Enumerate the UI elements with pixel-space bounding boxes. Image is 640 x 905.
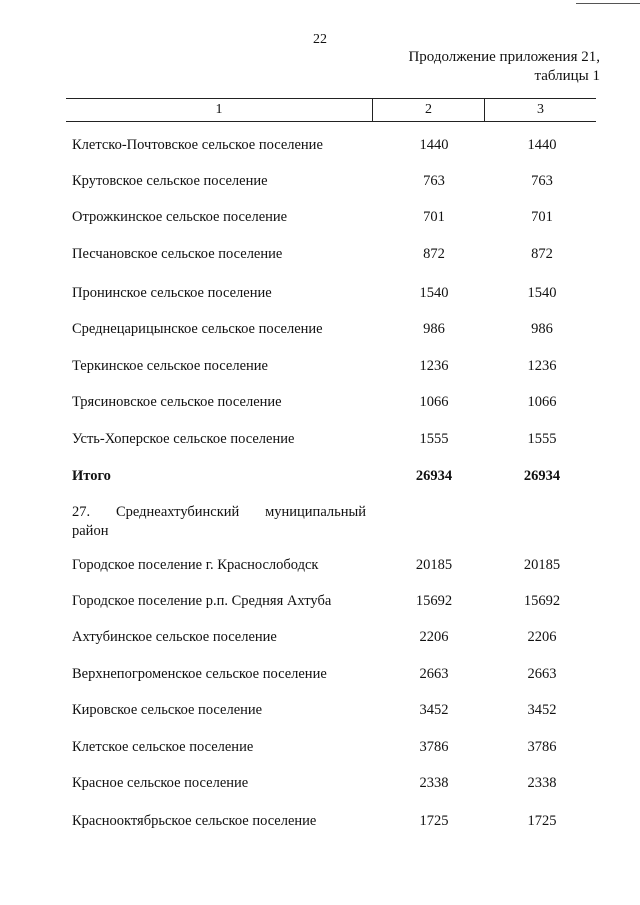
settlement-name: Ахтубинское сельское поселение — [72, 629, 277, 645]
value-col-2: 20185 — [415, 557, 453, 573]
corner-line — [576, 3, 640, 4]
value-col-3: 20185 — [523, 557, 561, 573]
settlement-name: Отрожкинское сельское поселение — [72, 209, 288, 225]
value-col-3: 872 — [531, 246, 553, 262]
value-col-2: 1555 — [419, 431, 449, 447]
settlement-name: Усть-Хоперское сельское поселение — [72, 431, 295, 447]
settlement-name: Песчановское сельское поселение — [72, 246, 283, 262]
settlement-name: Красное сельское поселение — [72, 775, 249, 791]
value-col-2: 986 — [423, 321, 445, 337]
value-col-2: 1725 — [419, 813, 449, 829]
value-col-3: 2206 — [527, 629, 557, 645]
value-col-3: 701 — [531, 209, 553, 225]
settlement-name: Верхнепогроменское сельское поселение — [72, 666, 327, 682]
value-col-3: 1440 — [527, 137, 557, 153]
header-col-2: 2 — [373, 99, 485, 121]
value-col-3: 763 — [531, 173, 553, 189]
section-heading: 27. Среднеахтубинский муниципальный — [72, 504, 366, 520]
page-number: 22 — [313, 32, 327, 47]
settlement-name: Среднецарицынское сельское поселение — [72, 321, 323, 337]
value-col-3: 2338 — [527, 775, 557, 791]
value-col-3: 15692 — [523, 593, 561, 609]
settlement-name: Городское поселение р.п. Средняя Ахтуба — [72, 593, 332, 609]
value-col-3: 1555 — [527, 431, 557, 447]
value-col-3: 3452 — [527, 702, 557, 718]
section-heading-continued: район — [72, 523, 109, 539]
header-col-1: 1 — [66, 99, 373, 121]
value-col-3: 1066 — [527, 394, 557, 410]
value-col-2: 1440 — [419, 137, 449, 153]
value-col-3: 986 — [531, 321, 553, 337]
value-col-3: 1725 — [527, 813, 557, 829]
value-col-2: 1236 — [419, 358, 449, 374]
settlement-name: Пронинское сельское поселение — [72, 285, 272, 301]
settlement-name: Трясиновское сельское поселение — [72, 394, 282, 410]
value-col-2: 2663 — [419, 666, 449, 682]
value-col-3: 1540 — [527, 285, 557, 301]
total-label: Итого — [72, 468, 111, 484]
settlement-name: Краснооктябрьское сельское поселение — [72, 813, 317, 829]
value-col-2: 1540 — [419, 285, 449, 301]
value-col-2: 701 — [423, 209, 445, 225]
value-col-2: 15692 — [415, 593, 453, 609]
value-col-2: 3786 — [419, 739, 449, 755]
settlement-name: Городское поселение г. Краснослободск — [72, 557, 319, 573]
settlement-name: Крутовское сельское поселение — [72, 173, 268, 189]
total-col-2: 26934 — [415, 468, 453, 484]
value-col-2: 1066 — [419, 394, 449, 410]
continuation-line-2: таблицы 1 — [534, 68, 600, 84]
settlement-name: Клетское сельское поселение — [72, 739, 254, 755]
value-col-2: 3452 — [419, 702, 449, 718]
header-col-3: 3 — [537, 102, 544, 117]
value-col-3: 1236 — [527, 358, 557, 374]
settlement-name: Теркинское сельское поселение — [72, 358, 268, 374]
value-col-2: 872 — [423, 246, 445, 262]
continuation-note — [408, 48, 600, 86]
continuation-line-1: Продолжение приложения 21, — [408, 49, 600, 65]
settlement-name: Кировское сельское поселение — [72, 702, 263, 718]
value-col-2: 2338 — [419, 775, 449, 791]
total-col-3: 26934 — [523, 468, 561, 484]
value-col-3: 3786 — [527, 739, 557, 755]
value-col-3: 2663 — [527, 666, 557, 682]
table-header — [66, 98, 596, 122]
value-col-2: 763 — [423, 173, 445, 189]
value-col-2: 2206 — [419, 629, 449, 645]
settlement-name: Клетско-Почтовское сельское поселение — [72, 137, 323, 153]
